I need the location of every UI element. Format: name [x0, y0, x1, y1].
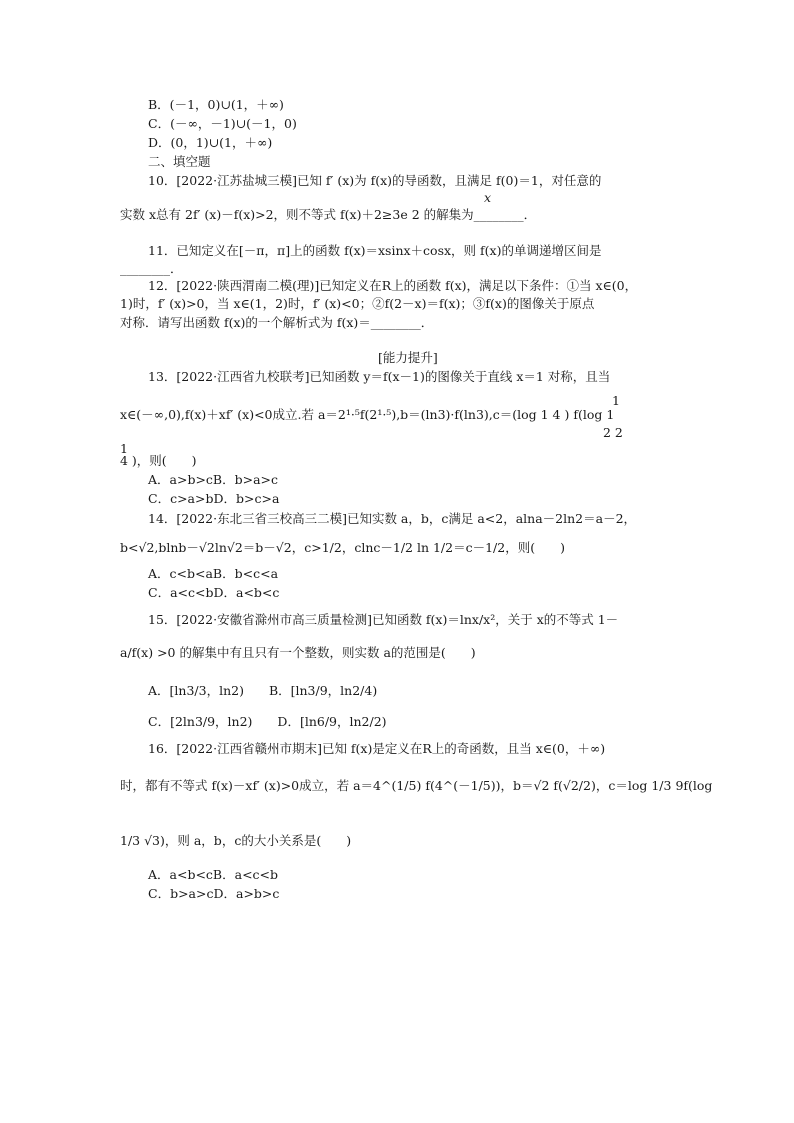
q12-line-3: 对称．请写出函数 f(x)的一个解析式为 f(x)＝________．: [120, 315, 434, 330]
q15-options-ab: A．[ln3/3，ln2) B．[ln3/9，ln2/4): [148, 683, 378, 698]
q16-line-2: 时，都有不等式 f(x)－xf′ (x)>0成立，若 a＝4^(1/5) f(4^(－1/5))，b＝√2 f(√2/2)，c＝log 1/3 9f(log: [120, 778, 713, 793]
q12-line-1: 12．[2022·陕西渭南二模(理)]已知定义在R上的函数 f(x)，满足以下条件：①当 x∈(0，: [148, 278, 638, 293]
q10-exponent-numerator: x: [484, 190, 492, 205]
q16-options-ab: A．a<b<cB．a<c<b: [148, 867, 279, 882]
q15-line-2: a/f(x) >0 的解集中有且只有一个整数，则实数 a的范围是( ): [120, 645, 476, 660]
q10-line-1: 10．[2022·江苏盐城三模]已知 f′ (x)为 f(x)的导函数，且满足 f(0)＝1，对任意的: [148, 173, 602, 188]
q14-line-1: 14．[2022·东北三省三校高三二模]已知实数 a，b，c满足 a<2，alna－2ln2＝a－2，: [148, 511, 637, 526]
q15-line-1: 15．[2022·安徽省滁州市高三质量检测]已知函数 f(x)＝lnx/x²，关于 x的不等式 1－: [148, 612, 619, 627]
section-fill-in-heading: 二、填空题: [148, 154, 211, 169]
q9-option-c: C．(－∞，－1)∪(－1，0): [148, 116, 297, 131]
q16-line-1: 16．[2022·江西省赣州市期末]已知 f(x)是定义在R上的奇函数，且当 x∈(0，＋∞): [148, 741, 606, 756]
q11-line-1: 11．已知定义在[－π，π]上的函数 f(x)＝xsinx＋cosx，则 f(x)的单调递增区间是: [148, 243, 602, 258]
q14-options-ab: A．c<b<aB．b<c<a: [148, 566, 279, 581]
q13-fraction-top: 1: [612, 393, 620, 408]
q16-line-3: 1/3 √3)，则 a，b，c的大小关系是( ): [120, 833, 352, 848]
q13-options-ab: A．a>b>cB．b>a>c: [148, 472, 279, 487]
q10-line-2: 实数 x总有 2f′ (x)－f(x)>2，则不等式 f(x)＋2≥3e 2 的解集为________．: [120, 207, 537, 222]
q16-options-cd: C．b>a>cD．a>b>c: [148, 886, 280, 901]
q9-option-b: B．(－1，0)∪(1，＋∞): [148, 97, 284, 112]
q13-line-1: 13．[2022·江西省九校联考]已知函数 y＝f(x－1)的图像关于直线 x＝1 对称，且当: [148, 369, 611, 384]
q13-options-cd: C．c>a>bD．b>c>a: [148, 491, 280, 506]
q15-options-cd: C．[2ln3/9，ln2) D．[ln6/9，ln2/2): [148, 714, 387, 729]
q13-line-2: x∈(－∞,0),f(x)＋xf′ (x)<0成立.若 a＝2¹·⁵f(2¹·⁵),b＝(ln3)·f(ln3),c＝(log 1 4 ) f(log 1: [120, 407, 615, 422]
q13-line-3: 4 )，则( ): [120, 453, 197, 468]
q12-line-2: 1)时，f′ (x)>0，当 x∈(1，2)时，f′ (x)<0；②f(2－x)＝f(x)；③f(x)的图像关于原点: [120, 296, 595, 311]
q9-option-d: D．(0，1)∪(1，＋∞): [148, 135, 273, 150]
q13-fraction-bottom: 2 2: [603, 425, 623, 440]
q14-options-cd: C．a<c<bD．a<b<c: [148, 585, 280, 600]
q14-line-2: b<√2,blnb－√2ln√2＝b－√2，c>1/2，clnc－1/2 ln 1/2＝c－1/2，则( ): [120, 540, 565, 555]
q11-line-2: ________．: [120, 261, 183, 276]
section-ability-heading: [能力提升]: [378, 350, 438, 365]
q13-fraction-line-3: 1: [120, 441, 128, 456]
